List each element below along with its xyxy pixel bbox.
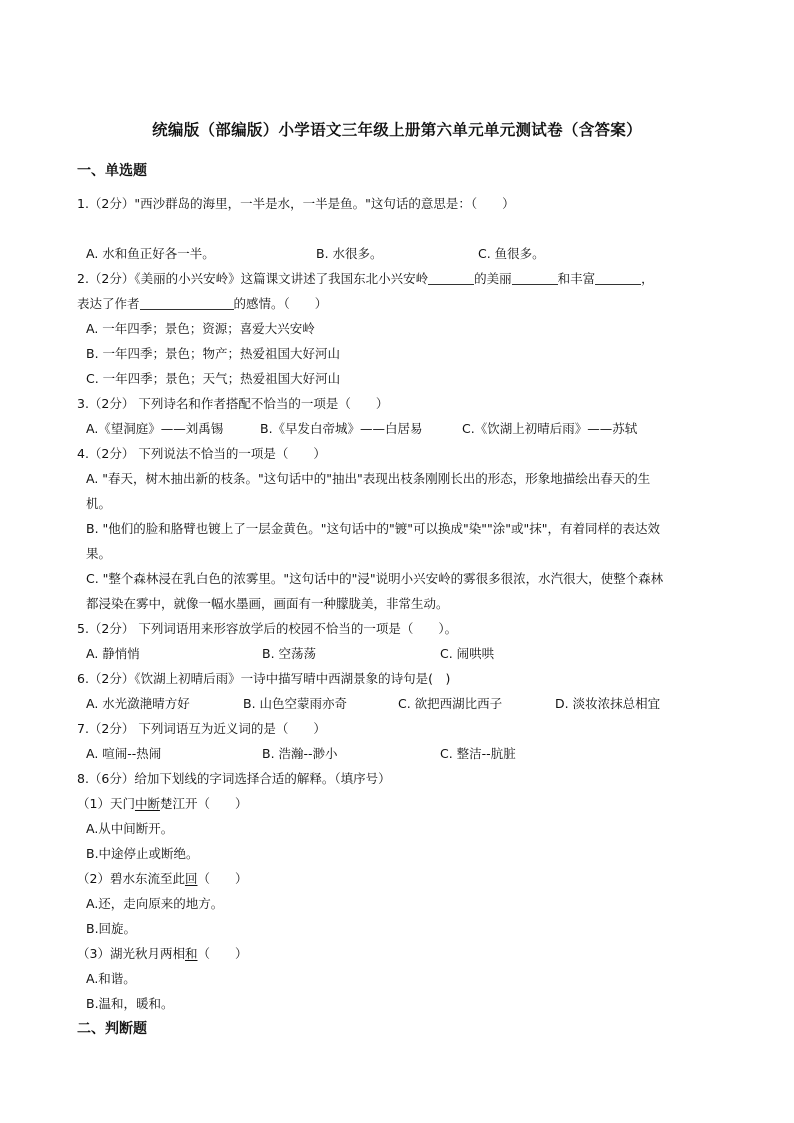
question-8-sub3-option-a: A.和谐。 xyxy=(86,971,136,986)
question-2-option-b: B. 一年四季；景色；物产；热爱祖国大好河山 xyxy=(86,346,341,361)
question-1-stem: 1.（2分）"西沙群岛的海里，一半是水，一半是鱼。"这句话的意思是：（ ） xyxy=(77,196,515,211)
question-2-text-part1: 2.（2分）《美丽的小兴安岭》这篇课文讲述了我国东北小兴安岭 xyxy=(77,271,429,286)
question-5-option-c: C. 闹哄哄 xyxy=(440,646,495,661)
question-8-sub1-pre: （1）天门 xyxy=(77,796,135,811)
question-2-stem-line1 xyxy=(77,270,654,288)
question-8-sub3 xyxy=(77,945,248,963)
question-4-option-b-line1: B. "他们的脸和胳臂也镀上了一层金黄色。"这句话中的"镀"可以换成"染""涂"或"抹"，有着同样的表达效 xyxy=(86,521,661,536)
question-8-sub2-post: （ ） xyxy=(197,871,248,886)
question-3-stem: 3.（2分） 下列诗名和作者搭配不恰当的一项是（ ） xyxy=(77,396,389,411)
question-2-text-part4: ， xyxy=(641,271,654,286)
question-6-stem: 6.（2分）《饮湖上初晴后雨》一诗中描写晴中西湖景象的诗句是( ) xyxy=(77,671,451,686)
question-4-option-c-line2: 都浸染在雾中，就像一幅水墨画，画面有一种朦胧美，非常生动。 xyxy=(86,596,449,611)
section-heading-single-choice: 一、单选题 xyxy=(77,163,147,179)
question-8-sub1 xyxy=(77,795,247,813)
question-7-option-b: B. 浩瀚--渺小 xyxy=(262,746,338,761)
question-1-option-b: B. 水很多。 xyxy=(316,246,383,261)
question-8-sub2 xyxy=(77,870,248,888)
question-8-sub3-underlined-word: 和 xyxy=(184,946,198,961)
question-2-option-c: C. 一年四季；景色；天气；热爱祖国大好河山 xyxy=(86,371,341,386)
question-4-stem: 4.（2分） 下列说法不恰当的一项是（ ） xyxy=(77,446,326,461)
question-8-sub3-post: （ ） xyxy=(197,946,248,961)
question-6-option-b: B. 山色空蒙雨亦奇 xyxy=(243,696,348,711)
question-8-sub2-option-a: A.还，走向原来的地方。 xyxy=(86,896,224,911)
question-8-sub2-underlined-word: 回 xyxy=(184,871,198,886)
question-4-option-a-line2: 机。 xyxy=(86,496,112,511)
fill-blank xyxy=(428,272,474,285)
question-4-option-a-line1: A. "春天，树木抽出新的枝条。"这句话中的"抽出"表现出枝条刚刚长出的形态，形象地描绘出春天的生 xyxy=(86,471,651,486)
fill-blank xyxy=(595,272,641,285)
question-2-stem-line2 xyxy=(77,295,327,313)
question-2-text-part3: 和丰富 xyxy=(557,271,596,286)
question-6-option-d: D. 淡妆浓抹总相宜 xyxy=(555,696,661,711)
question-8-sub1-option-b: B.中途停止或断绝。 xyxy=(86,846,199,861)
question-6-option-a: A. 水光潋滟晴方好 xyxy=(86,696,190,711)
question-4-option-b-line2: 果。 xyxy=(86,546,112,561)
question-8-sub1-post: 楚江开（ ） xyxy=(159,796,248,811)
section-heading-true-false: 二、判断题 xyxy=(77,1021,147,1037)
question-2-option-a: A. 一年四季；景色；资源；喜爱大兴安岭 xyxy=(86,321,315,336)
question-8-stem: 8.（6分）给加下划线的字词选择合适的解释。（填序号） xyxy=(77,771,391,786)
question-8-sub3-option-b: B.温和，暖和。 xyxy=(86,996,174,1011)
fill-blank xyxy=(512,272,558,285)
question-3-option-b: B.《早发白帝城》——白居易 xyxy=(260,421,423,436)
question-6-option-c: C. 欲把西湖比西子 xyxy=(398,696,503,711)
question-5-option-a: A. 静悄悄 xyxy=(86,646,140,661)
question-4-option-c-line1: C. "整个森林浸在乳白色的浓雾里。"这句话中的"浸"说明小兴安岭的雾很多很浓，水汽很大，使整个森林 xyxy=(86,571,664,586)
question-3-option-c: C.《饮湖上初晴后雨》——苏轼 xyxy=(462,421,638,436)
question-8-sub1-underlined-word: 中断 xyxy=(134,796,160,811)
question-8-sub2-option-b: B.回旋。 xyxy=(86,921,137,936)
fill-blank xyxy=(140,297,234,310)
question-8-sub1-option-a: A.从中间断开。 xyxy=(86,821,174,836)
question-8-sub3-pre: （3）湖光秋月两相 xyxy=(77,946,185,961)
question-2-text-part5: 表达了作者 xyxy=(77,296,140,311)
question-5-option-b: B. 空荡荡 xyxy=(262,646,317,661)
question-7-option-a: A. 喧闹--热闹 xyxy=(86,746,162,761)
page-title: 统编版（部编版）小学语文三年级上册第六单元单元测试卷（含答案） xyxy=(152,121,642,139)
question-7-option-c: C. 整洁--肮脏 xyxy=(440,746,516,761)
question-5-stem: 5.（2分） 下列词语用来形容放学后的校园不恰当的一项是（ ）。 xyxy=(77,621,458,636)
question-1-option-a: A. 水和鱼正好各一半。 xyxy=(86,246,215,261)
question-7-stem: 7.（2分） 下列词语互为近义词的是（ ） xyxy=(77,721,326,736)
question-3-option-a: A.《望洞庭》——刘禹锡 xyxy=(86,421,224,436)
question-2-text-part2: 的美丽 xyxy=(474,271,512,286)
question-1-option-c: C. 鱼很多。 xyxy=(478,246,545,261)
question-8-sub2-pre: （2）碧水东流至此 xyxy=(77,871,185,886)
question-2-text-part6: 的感情。（ ） xyxy=(233,296,328,311)
